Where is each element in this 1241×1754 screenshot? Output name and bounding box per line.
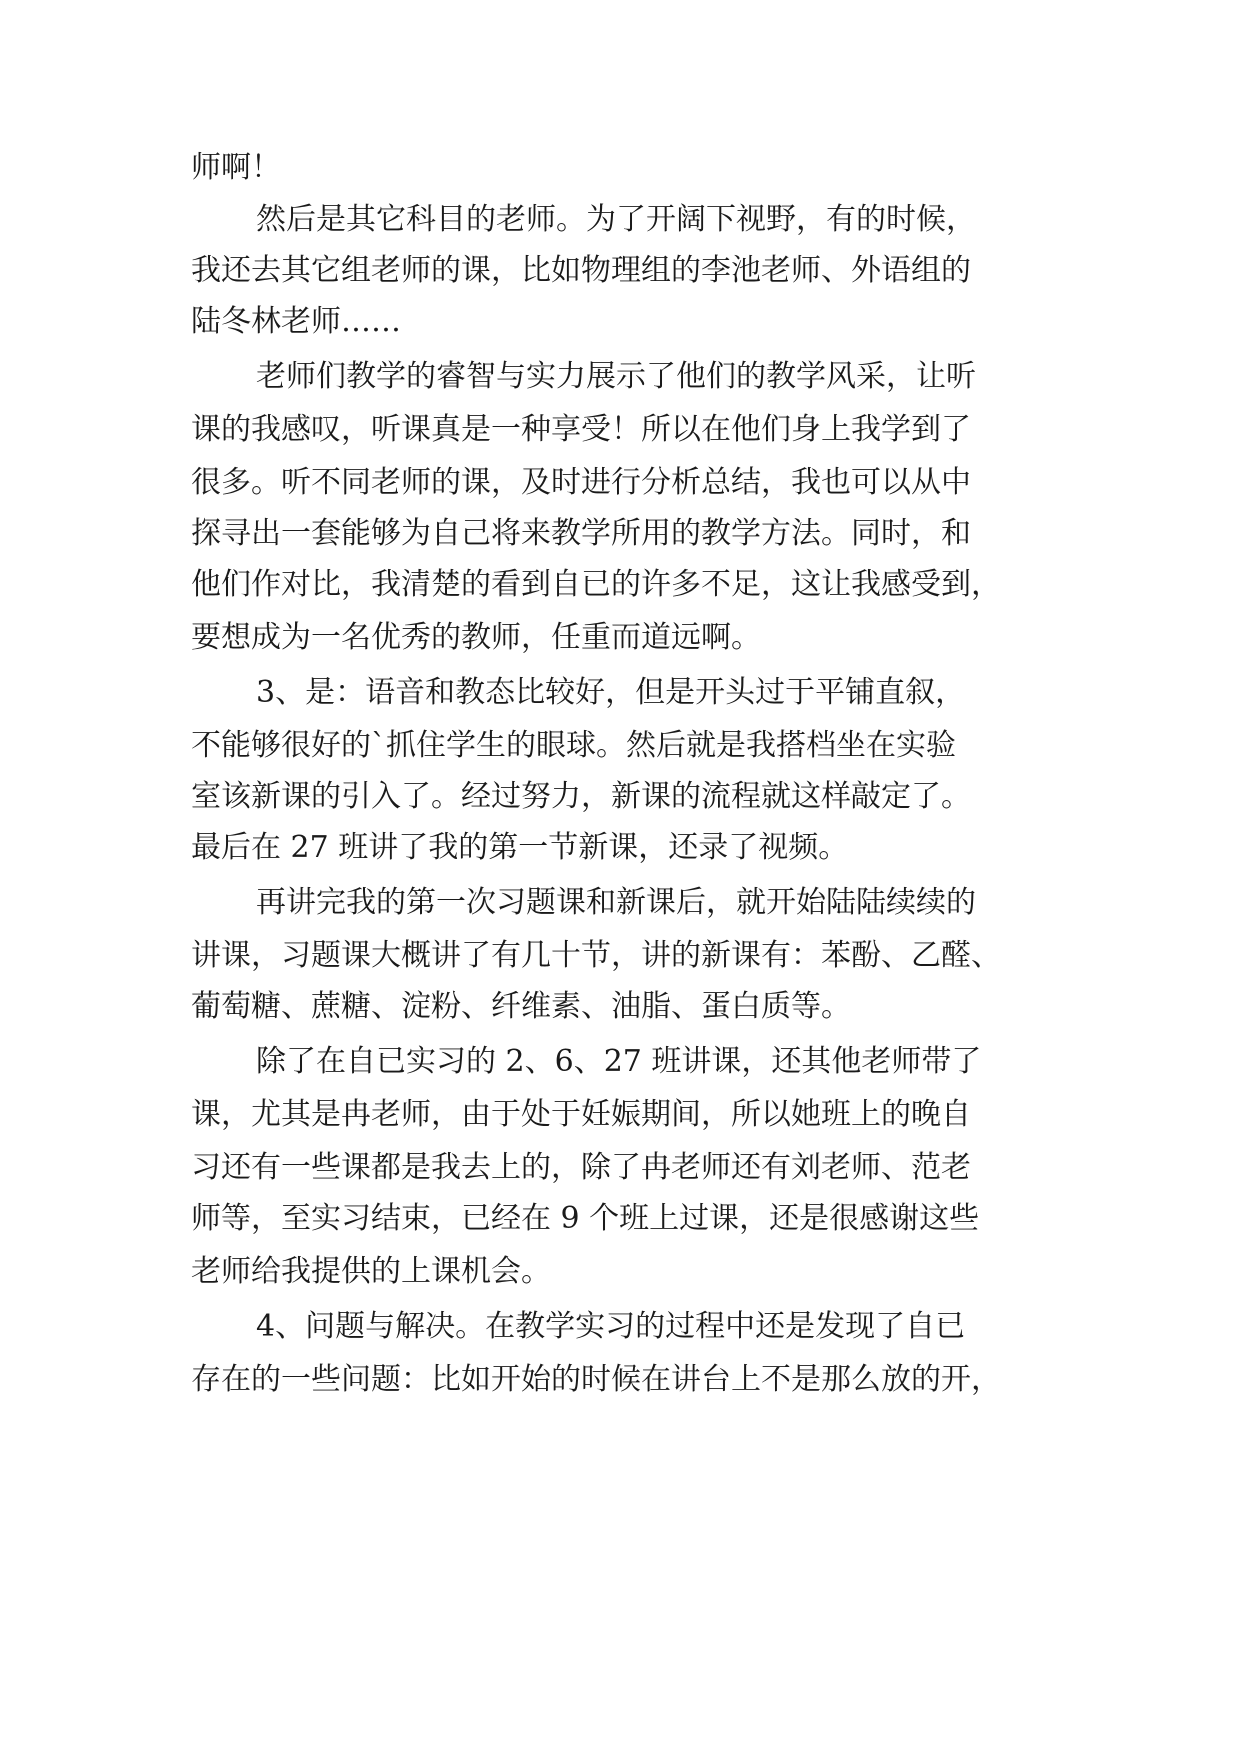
text-line: 习还有一些课都是我去上的，除了冉老师还有刘老师、范老 (191, 1150, 971, 1185)
text-line: 课的我感叹，听课真是一种享受！所以在他们身上我学到了 (191, 412, 971, 447)
text-line: 师等，至实习结束，已经在 9 个班上过课，还是很感谢这些 (191, 1201, 980, 1236)
text-line: 讲课，习题课大概讲了有几十节，讲的新课有：苯酚、乙醛、 (191, 938, 1001, 973)
paragraph-start-line: 4、问题与解决。在教学实习的过程中还是发现了自已 (256, 1309, 966, 1344)
text-line: 陆冬林老师…… (191, 304, 401, 339)
text-line: 我还去其它组老师的课，比如物理组的李池老师、外语组的 (191, 253, 971, 288)
paragraph-start-line: 3、是：语音和教态比较好，但是开头过于平铺直叙， (256, 675, 966, 710)
text-line: 课，尤其是冉老师，由于处于妊娠期间，所以她班上的晚自 (191, 1097, 971, 1132)
text-line: 要想成为一名优秀的教师，任重而道远啊。 (191, 620, 761, 655)
text-line: 很多。听不同老师的课，及时进行分析总结，我也可以从中 (191, 465, 971, 500)
text-line: 室该新课的引入了。经过努力，新课的流程就这样敲定了。 (191, 779, 971, 814)
text-line: 老师给我提供的上课机会。 (191, 1254, 551, 1289)
text-line: 他们作对比，我清楚的看到自已的许多不足，这让我感受到， (191, 567, 1001, 602)
paragraph-start-line: 除了在自已实习的 2、6、27 班讲课，还其他老师带了 (256, 1044, 982, 1079)
paragraph-start-line: 再讲完我的第一次习题课和新课后，就开始陆陆续续的 (256, 885, 976, 920)
paragraph-start-line: 老师们教学的睿智与实力展示了他们的教学风采，让听 (256, 359, 976, 394)
paragraph-start-line: 然后是其它科目的老师。为了开阔下视野，有的时候， (256, 202, 976, 237)
text-line: 最后在 27 班讲了我的第一节新课，还录了视频。 (191, 830, 849, 865)
text-line: 存在的一些问题：比如开始的时候在讲台上不是那么放的开， (191, 1362, 1001, 1397)
text-line: 葡萄糖、蔗糖、淀粉、纤维素、油脂、蛋白质等。 (191, 989, 851, 1024)
text-line: 不能够很好的`抓住学生的眼球。然后就是我搭档坐在实验 (191, 728, 956, 763)
text-line: 探寻出一套能够为自己将来教学所用的教学方法。同时，和 (191, 516, 971, 551)
text-line: 师啊！ (191, 150, 281, 185)
